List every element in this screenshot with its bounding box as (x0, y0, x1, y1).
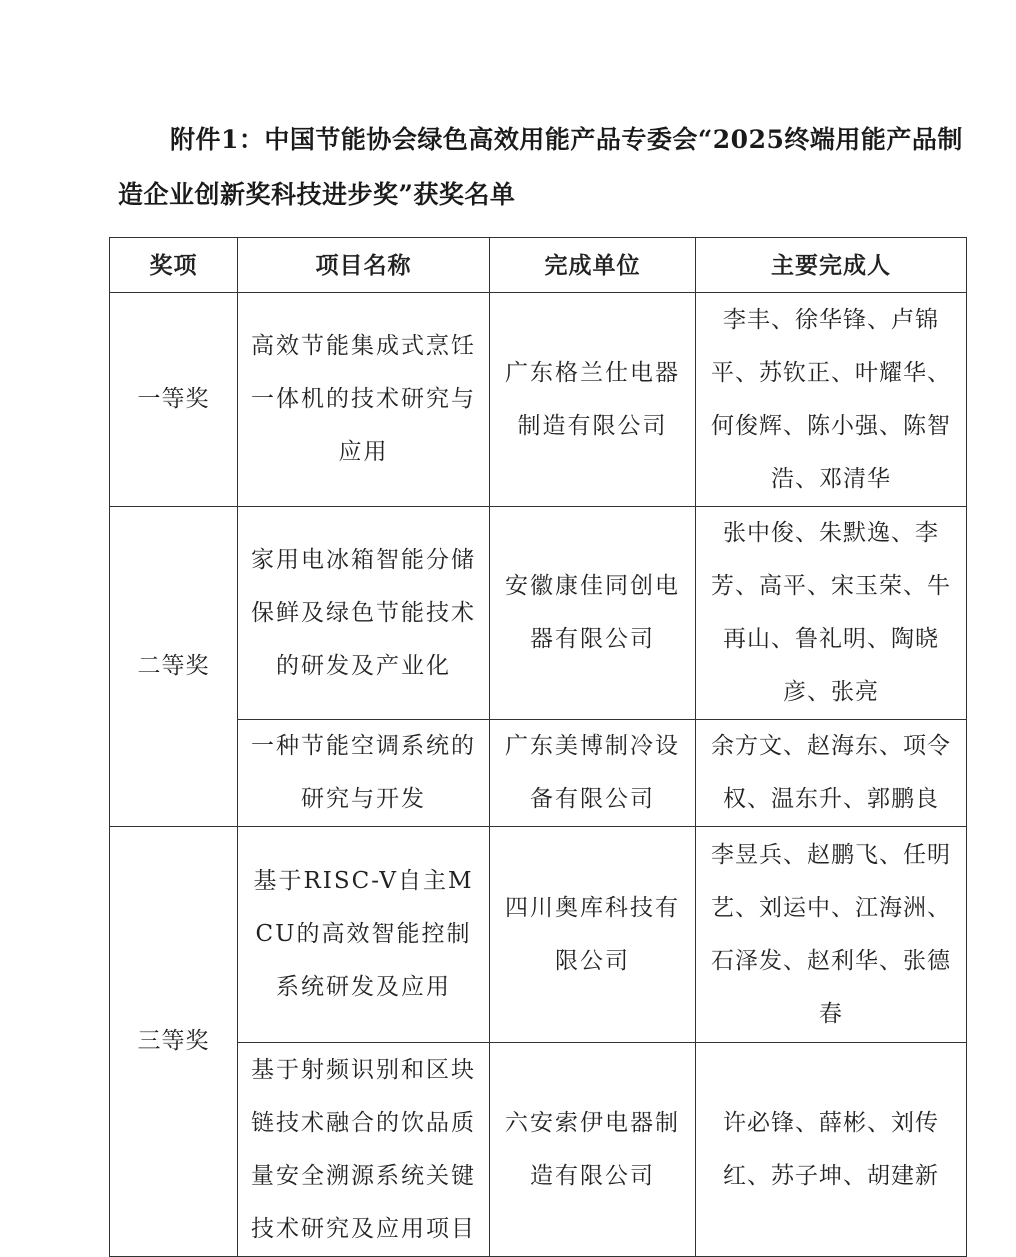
people-cell: 张中俊、朱默逸、李芳、高平、宋玉荣、牛再山、鲁礼明、陶晓彦、张亮 (696, 507, 967, 720)
project-cell: 高效节能集成式烹饪一体机的技术研究与应用 (238, 293, 490, 507)
awards-table (109, 237, 967, 1257)
unit-cell: 四川奥库科技有限公司 (490, 827, 696, 1043)
project-cell: 基于射频识别和区块链技术融合的饮品质量安全溯源系统关键技术研究及应用项目 (238, 1043, 490, 1257)
header-unit: 完成单位 (490, 238, 696, 293)
people-cell: 许必锋、薛彬、刘传红、苏子坤、胡建新 (696, 1043, 967, 1257)
people-cell: 余方文、赵海东、项令权、温东升、郭鹏良 (696, 720, 967, 827)
people-cell: 李昱兵、赵鹏飞、任明艺、刘运中、江海洲、石泽发、赵利华、张德春 (696, 827, 967, 1043)
header-people: 主要完成人 (696, 238, 967, 293)
header-project: 项目名称 (238, 238, 490, 293)
table-row (110, 827, 967, 1043)
unit-cell: 安徽康佳同创电器有限公司 (490, 507, 696, 720)
award-cell: 一等奖 (110, 293, 238, 507)
table-row (110, 293, 967, 507)
unit-cell: 六安索伊电器制造有限公司 (490, 1043, 696, 1257)
project-cell: 一种节能空调系统的研究与开发 (238, 720, 490, 827)
project-cell: 基于RISC-V自主MCU的高效智能控制系统研发及应用 (238, 827, 490, 1043)
award-cell: 二等奖 (110, 507, 238, 827)
award-cell: 三等奖 (110, 827, 238, 1257)
header-award: 奖项 (110, 238, 238, 293)
table-row (110, 720, 967, 827)
unit-cell: 广东美博制冷设备有限公司 (490, 720, 696, 827)
table-row (110, 507, 967, 720)
project-cell: 家用电冰箱智能分储保鲜及绿色节能技术的研发及产业化 (238, 507, 490, 720)
document-heading: 附件1：中国节能协会绿色高效用能产品专委会“2025终端用能产品制造企业创新奖科技进步奖”获奖名单 (118, 125, 963, 209)
unit-cell: 广东格兰仕电器制造有限公司 (490, 293, 696, 507)
table-row (110, 1043, 967, 1257)
people-cell: 李丰、徐华锋、卢锦平、苏钦正、叶耀华、何俊辉、陈小强、陈智浩、邓清华 (696, 293, 967, 507)
table-header-row (110, 238, 967, 293)
